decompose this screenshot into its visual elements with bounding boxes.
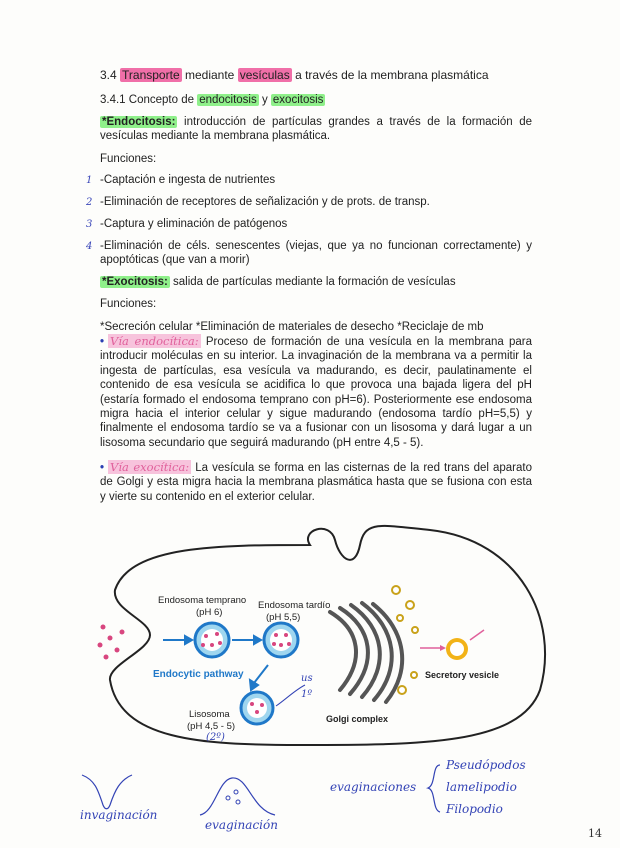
via-exocitica-label: Vía exocítica:: [110, 460, 190, 474]
endocitosis-text: introducción de partículas grandes a través de la formación de vesículas mediante la membrana plasmática.: [100, 116, 532, 143]
heading-word: mediante: [184, 68, 235, 82]
secretory-vesicle: [420, 630, 484, 660]
lysosome: [241, 692, 273, 724]
funciones-label: Funciones:: [100, 298, 157, 310]
early-endosome-ph: (pH 6): [196, 607, 223, 618]
golgi-vesicles: [392, 586, 418, 694]
subheading-mid: y: [261, 94, 268, 106]
lamelipodio-label: lamelipodio: [446, 780, 517, 794]
evaginacion-label: evaginación: [205, 818, 278, 832]
via-exocitica-text: La vesícula se forma en las cisternas de la red trans del aparato de Golgi y esta migra hacia la membrana plasmática hasta que se fusiona con esta y vierte su contenido en el exterior celular.: [100, 462, 532, 503]
via-endocitica-label: Vía endocítica:: [110, 334, 199, 348]
via-endocitica-text: Proceso de formación de una vesícula en la membrana para introducir moléculas en su interior. La invaginación de la membrana va a permitir la ingesta de partículas, esa vesícula va madurando, es decir, paulatinamente el contenido de esa vesícula se acidifica lo que provoca una bajada ligera del pH (estaría formado el endosoma temprano con pH=6). Posteriormente ese endosoma migra hacia el interior celular y sigue madurando (endosoma tardío pH=5,5) y finalmente el endosoma tardío se va a fusionar con un lisosoma y dará lugar a un lisosoma secundario que seguirá madurando (pH entre 4,5 - 5).: [100, 336, 532, 449]
bullet-icon: •: [100, 336, 105, 348]
page-number: 14: [588, 827, 602, 840]
bullet-icon: •: [100, 462, 105, 474]
function-number: 3: [86, 219, 93, 230]
heading-rest: a través de la membrana plasmática: [295, 68, 489, 82]
function-number: 2: [86, 197, 93, 208]
highlight-vesiculas: vesículas: [239, 68, 290, 82]
lysosome-ph: (pH 4,5 - 5): [187, 721, 236, 732]
extracellular-particles: [98, 625, 125, 660]
late-endosome: [264, 623, 298, 657]
funciones-label: Funciones:: [100, 153, 157, 165]
function-number: 4: [86, 241, 93, 252]
endocitosis-term: *Endocitosis:: [102, 116, 176, 128]
golgi-label: Golgi complex: [326, 714, 389, 724]
evaginacion-sketch: [200, 778, 275, 815]
invaginacion-sketch: [82, 775, 132, 809]
exocitosis-functions: *Secreción celular *Eliminación de materiales de desecho *Reciclaje de mb: [100, 321, 484, 333]
exocitosis-text: salida de partículas mediante la formación de vesículas: [173, 276, 456, 288]
lysosome-note: (2º): [206, 732, 225, 743]
function-number: 1: [86, 175, 93, 186]
subheading-prefix: 3.4.1 Concepto de: [100, 94, 194, 106]
highlight-endocitosis: endocitosis: [199, 94, 257, 106]
first-note: 1º: [301, 689, 313, 700]
early-endosome: [195, 623, 229, 657]
invaginacion-label: invaginación: [80, 808, 158, 822]
pseudopodo-label: Pseudópodos: [446, 758, 526, 772]
early-endosome-label: Endosoma temprano: [158, 595, 247, 606]
function-item: -Eliminación de céls. senescentes (viejas, que ya no funcionan correctamente) y apoptóticas (que van a morir): [100, 240, 532, 267]
function-item: -Captura y eliminación de patógenos: [100, 218, 288, 230]
late-endosome-label: Endosoma tardío: [258, 600, 331, 611]
evaginaciones-label: evaginaciones: [330, 780, 417, 794]
lysosome-label: Lisosoma: [189, 709, 230, 720]
exocitosis-term: *Exocitosis:: [102, 276, 168, 288]
highlight-exocitosis: exocitosis: [272, 94, 324, 106]
highlight-transporte: Transporte: [122, 68, 180, 82]
us-note: us: [301, 673, 313, 684]
filopodio-label: Filopodio: [446, 802, 503, 816]
golgi-complex: [330, 603, 402, 702]
endocytic-pathway-label: Endocytic pathway: [153, 669, 244, 680]
secretory-vesicle-label: Secretory vesicle: [425, 670, 500, 680]
function-item: -Eliminación de receptores de señalización y de prots. de transp.: [100, 196, 430, 208]
late-endosome-ph: (pH 5,5): [266, 612, 301, 623]
function-item: -Captación e ingesta de nutrientes: [100, 174, 276, 186]
curly-brace: [428, 765, 440, 812]
section-number: 3.4: [100, 68, 117, 82]
